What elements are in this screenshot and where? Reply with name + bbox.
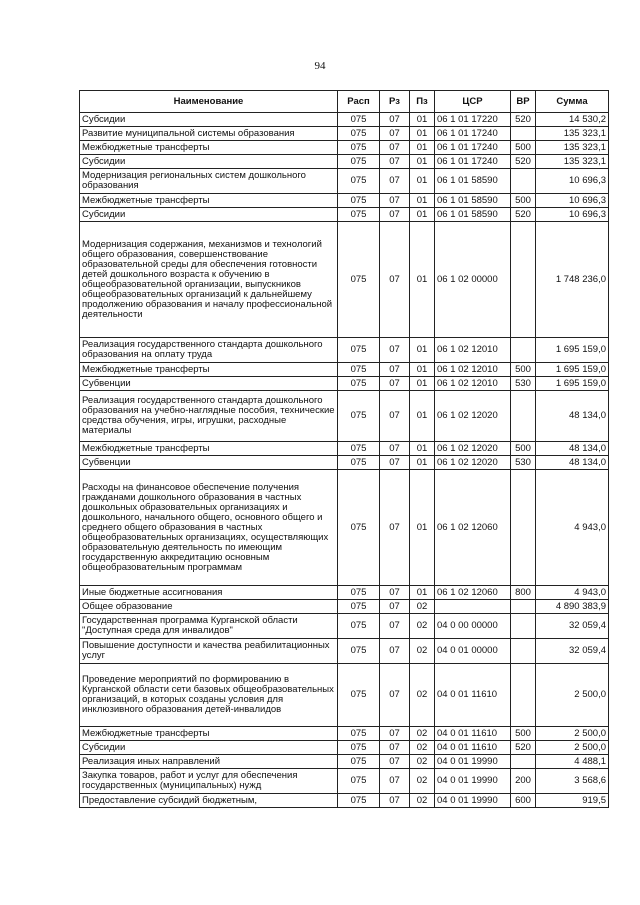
cell-rasp: 075 [338,442,380,456]
cell-pz: 01 [410,586,435,600]
page-number: 94 [314,60,326,72]
header-name: Наименование [80,91,338,113]
cell-vr [511,664,536,727]
cell-sum: 4 488,1 [536,755,609,769]
cell-pz: 01 [410,155,435,169]
cell-csr: 06 1 02 00000 [435,222,511,338]
cell-rz: 07 [380,600,410,614]
cell-vr [511,338,536,363]
header-pz: Пз [410,91,435,113]
cell-csr: 06 1 02 12020 [435,456,511,470]
cell-sum: 1 695 159,0 [536,363,609,377]
cell-rz: 07 [380,169,410,194]
cell-rasp: 075 [338,194,380,208]
cell-name: Повышение доступности и качества реабилитационных услуг [80,639,338,664]
cell-rasp: 075 [338,338,380,363]
header-vr: ВР [511,91,536,113]
cell-rz: 07 [380,222,410,338]
cell-pz: 02 [410,741,435,755]
header-csr: ЦСР [435,91,511,113]
cell-csr: 06 1 02 12020 [435,391,511,442]
cell-sum: 32 059,4 [536,614,609,639]
cell-name: Реализация государственного стандарта дошкольного образования на учебно-наглядные пособия, технические средства обучения, игры, игрушки, расходные материалы [80,391,338,442]
cell-pz: 02 [410,664,435,727]
cell-rasp: 075 [338,755,380,769]
cell-rasp: 075 [338,614,380,639]
cell-rz: 07 [380,755,410,769]
cell-csr: 04 0 01 19990 [435,755,511,769]
cell-name: Общее образование [80,600,338,614]
cell-rasp: 075 [338,113,380,127]
cell-rasp: 075 [338,127,380,141]
cell-pz: 02 [410,727,435,741]
cell-rasp: 075 [338,377,380,391]
cell-rasp: 075 [338,664,380,727]
cell-rz: 07 [380,794,410,808]
table-row [80,208,609,222]
cell-sum: 919,5 [536,794,609,808]
cell-sum: 1 748 236,0 [536,222,609,338]
cell-pz: 01 [410,113,435,127]
cell-vr: 500 [511,727,536,741]
cell-sum: 10 696,3 [536,169,609,194]
budget-table [79,90,609,808]
cell-vr: 520 [511,155,536,169]
cell-rasp: 075 [338,769,380,794]
cell-csr: 06 1 01 17240 [435,155,511,169]
cell-name: Межбюджетные трансферты [80,363,338,377]
cell-rz: 07 [380,639,410,664]
cell-pz: 01 [410,222,435,338]
cell-vr: 600 [511,794,536,808]
cell-rasp: 075 [338,727,380,741]
cell-vr: 520 [511,113,536,127]
cell-vr: 500 [511,141,536,155]
cell-rz: 07 [380,586,410,600]
cell-vr [511,222,536,338]
cell-vr [511,614,536,639]
cell-vr: 520 [511,208,536,222]
cell-sum: 2 500,0 [536,727,609,741]
cell-vr: 530 [511,456,536,470]
cell-rasp: 075 [338,141,380,155]
cell-csr: 06 1 01 17220 [435,113,511,127]
table-row [80,141,609,155]
cell-sum: 135 323,1 [536,127,609,141]
cell-pz: 01 [410,338,435,363]
cell-rz: 07 [380,727,410,741]
cell-pz: 02 [410,600,435,614]
cell-pz: 01 [410,470,435,586]
cell-rasp: 075 [338,391,380,442]
cell-name: Расходы на финансовое обеспечение получения гражданами дошкольного образования в частных дошкольных образовательных организациях и дошкольного, начального общего, основного общего и среднего общего образования в частных общеобразовательных организациях, осуществляющих образовательную деятельность по имеющим государственную аккредитацию основным общеобразовательным программам [80,470,338,586]
table-row [80,794,609,808]
table-row [80,639,609,664]
cell-sum: 32 059,4 [536,639,609,664]
cell-name: Развитие муниципальной системы образования [80,127,338,141]
cell-sum: 10 696,3 [536,194,609,208]
cell-name: Субвенции [80,377,338,391]
table-row [80,456,609,470]
cell-name: Межбюджетные трансферты [80,442,338,456]
cell-csr: 06 1 02 12010 [435,338,511,363]
cell-rz: 07 [380,664,410,727]
cell-pz: 01 [410,141,435,155]
table-row [80,755,609,769]
table-row [80,727,609,741]
cell-rz: 07 [380,614,410,639]
cell-vr: 500 [511,442,536,456]
cell-rasp: 075 [338,208,380,222]
table-row [80,741,609,755]
header-rz: Рз [380,91,410,113]
cell-pz: 01 [410,377,435,391]
cell-rasp: 075 [338,470,380,586]
cell-name: Иные бюджетные ассигнования [80,586,338,600]
cell-pz: 02 [410,794,435,808]
cell-csr: 06 1 02 12020 [435,442,511,456]
cell-rz: 07 [380,470,410,586]
cell-vr: 800 [511,586,536,600]
table-row [80,442,609,456]
table-row [80,194,609,208]
cell-csr: 06 1 01 17240 [435,127,511,141]
cell-sum: 2 500,0 [536,664,609,727]
table-row [80,377,609,391]
cell-pz: 01 [410,194,435,208]
table-row [80,222,609,338]
cell-sum: 48 134,0 [536,456,609,470]
cell-vr: 500 [511,194,536,208]
cell-csr: 04 0 00 00000 [435,614,511,639]
cell-rz: 07 [380,377,410,391]
cell-name: Субсидии [80,113,338,127]
cell-pz: 01 [410,127,435,141]
cell-pz: 02 [410,639,435,664]
cell-sum: 4 943,0 [536,586,609,600]
table-row [80,664,609,727]
cell-rz: 07 [380,155,410,169]
cell-vr: 530 [511,377,536,391]
cell-rasp: 075 [338,222,380,338]
table-header-row [80,91,609,113]
cell-vr: 200 [511,769,536,794]
cell-rz: 07 [380,194,410,208]
cell-name: Межбюджетные трансферты [80,141,338,155]
cell-rasp: 075 [338,169,380,194]
cell-vr [511,600,536,614]
cell-rasp: 075 [338,155,380,169]
cell-csr: 06 1 02 12060 [435,586,511,600]
cell-pz: 01 [410,391,435,442]
cell-vr: 500 [511,363,536,377]
cell-pz: 01 [410,169,435,194]
cell-sum: 48 134,0 [536,442,609,456]
cell-csr: 04 0 01 11610 [435,727,511,741]
cell-name: Реализация иных направлений [80,755,338,769]
cell-pz: 02 [410,755,435,769]
table-row [80,113,609,127]
cell-csr: 06 1 01 58590 [435,194,511,208]
table-row [80,769,609,794]
cell-rasp: 075 [338,363,380,377]
cell-name: Государственная программа Курганской области "Доступная среда для инвалидов" [80,614,338,639]
cell-name: Предоставление субсидий бюджетным, [80,794,338,808]
cell-sum: 3 568,6 [536,769,609,794]
cell-rz: 07 [380,769,410,794]
cell-name: Субсидии [80,208,338,222]
cell-sum: 1 695 159,0 [536,338,609,363]
cell-rz: 07 [380,127,410,141]
table-row [80,470,609,586]
cell-csr: 06 1 02 12060 [435,470,511,586]
table-row [80,600,609,614]
cell-sum: 2 500,0 [536,741,609,755]
cell-vr [511,169,536,194]
cell-name: Субсидии [80,155,338,169]
cell-csr: 04 0 01 11610 [435,664,511,727]
cell-rasp: 075 [338,586,380,600]
cell-csr: 04 0 01 19990 [435,769,511,794]
table-row [80,363,609,377]
cell-csr: 04 0 01 19990 [435,794,511,808]
cell-sum: 4 943,0 [536,470,609,586]
cell-pz: 02 [410,614,435,639]
cell-sum: 4 890 383,9 [536,600,609,614]
cell-name: Субвенции [80,456,338,470]
header-sum: Сумма [536,91,609,113]
table-row [80,614,609,639]
cell-name: Реализация государственного стандарта дошкольного образования на оплату труда [80,338,338,363]
cell-rasp: 075 [338,600,380,614]
cell-rasp: 075 [338,741,380,755]
table-row [80,338,609,363]
cell-csr [435,600,511,614]
table-row [80,586,609,600]
cell-pz: 01 [410,442,435,456]
cell-name: Закупка товаров, работ и услуг для обеспечения государственных (муниципальных) нужд [80,769,338,794]
cell-rz: 07 [380,208,410,222]
cell-name: Субсидии [80,741,338,755]
cell-csr: 06 1 02 12010 [435,377,511,391]
cell-pz: 01 [410,363,435,377]
cell-rz: 07 [380,363,410,377]
cell-vr [511,639,536,664]
cell-sum: 1 695 159,0 [536,377,609,391]
cell-csr: 06 1 02 12010 [435,363,511,377]
cell-name: Межбюджетные трансферты [80,727,338,741]
cell-csr: 04 0 01 11610 [435,741,511,755]
cell-name: Межбюджетные трансферты [80,194,338,208]
cell-vr [511,127,536,141]
cell-rz: 07 [380,113,410,127]
table-row [80,127,609,141]
cell-vr [511,755,536,769]
cell-name: Модернизация содержания, механизмов и технологий общего образования, совершенствование образовательной среды для обеспечения готовности детей дошкольного возраста к обучению в общеобразовательной организации, выпускников общеобразовательных организаций к дальнейшему продолжению образования и началу профессиональной деятельности [80,222,338,338]
cell-name: Проведение мероприятий по формированию в Курганской области сети базовых общеобразовательных организаций, в которых созданы условия для инклюзивного образования детей-инвалидов [80,664,338,727]
cell-csr: 06 1 01 58590 [435,208,511,222]
cell-vr [511,470,536,586]
header-rasp: Расп [338,91,380,113]
cell-pz: 01 [410,208,435,222]
table-row [80,155,609,169]
cell-sum: 135 323,1 [536,155,609,169]
cell-vr [511,391,536,442]
cell-rz: 07 [380,741,410,755]
cell-csr: 04 0 01 00000 [435,639,511,664]
cell-rz: 07 [380,391,410,442]
cell-csr: 06 1 01 17240 [435,141,511,155]
cell-sum: 135 323,1 [536,141,609,155]
cell-rasp: 075 [338,639,380,664]
cell-vr: 520 [511,741,536,755]
cell-rz: 07 [380,442,410,456]
cell-rz: 07 [380,141,410,155]
cell-rz: 07 [380,456,410,470]
cell-sum: 48 134,0 [536,391,609,442]
cell-pz: 01 [410,456,435,470]
cell-pz: 02 [410,769,435,794]
cell-name: Модернизация региональных систем дошкольного образования [80,169,338,194]
cell-rasp: 075 [338,794,380,808]
cell-csr: 06 1 01 58590 [435,169,511,194]
table-row [80,169,609,194]
table-body [80,113,609,808]
cell-sum: 10 696,3 [536,208,609,222]
cell-sum: 14 530,2 [536,113,609,127]
cell-rz: 07 [380,338,410,363]
cell-rasp: 075 [338,456,380,470]
table-row [80,391,609,442]
